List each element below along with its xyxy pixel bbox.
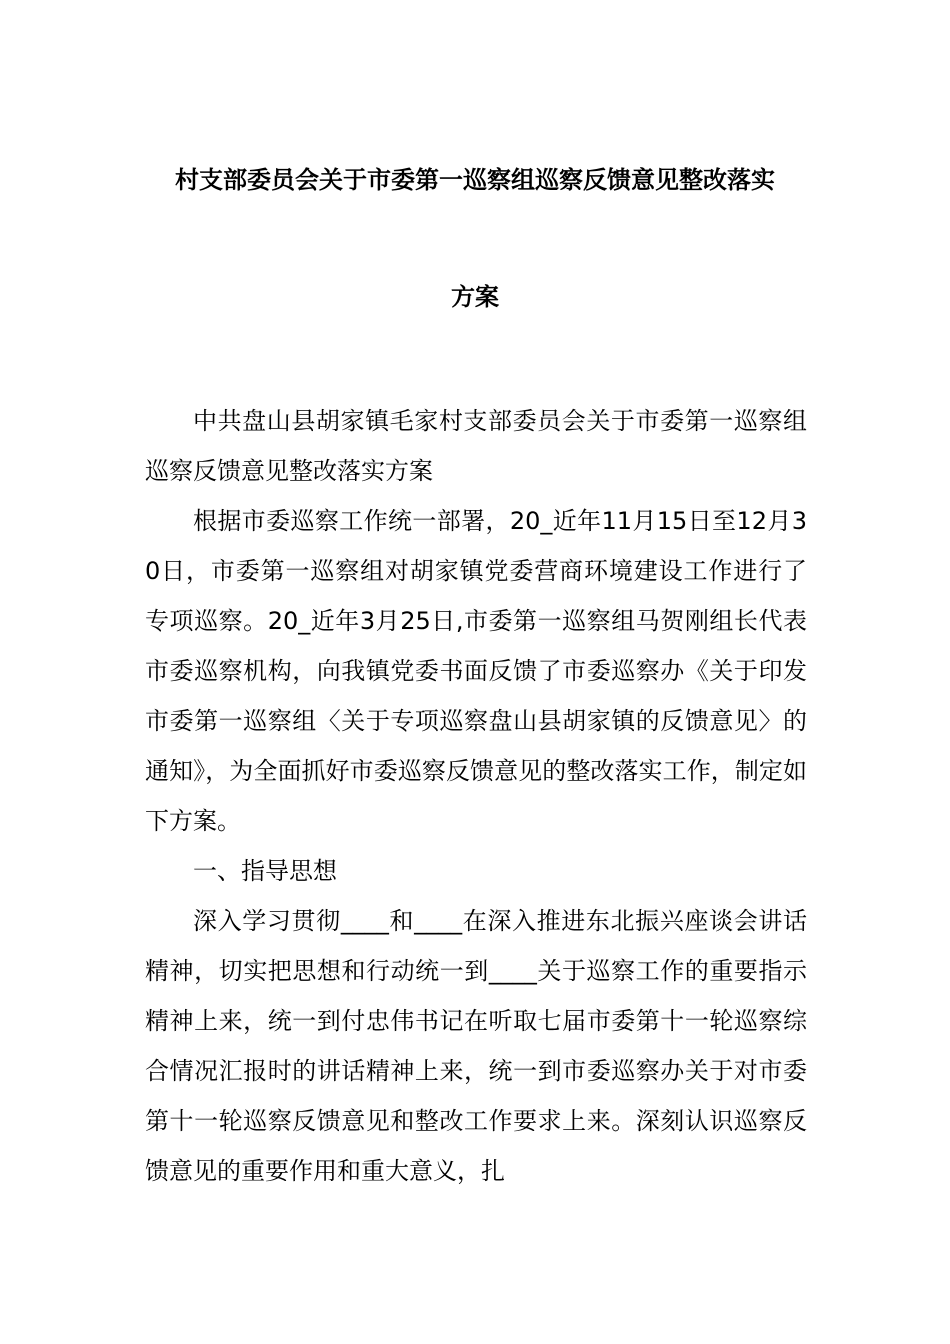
paragraph-heading-note: 中共盘山县胡家镇毛家村支部委员会关于市委第一巡察组巡察反馈意见整改落实方案	[145, 407, 807, 485]
paragraph-background: 根据市委巡察工作统一部署，20_近年11月15日至12月30日，市委第一巡察组对胡家镇党委营商环境建设工作进行了专项巡察。20_近年3月25日,市委第一巡察组马贺刚组长代表市委巡察机构，向我镇党委书面反馈了市委巡察办《关于印发市委第一巡察组〈关于专项巡察盘山县胡家镇的反馈意见〉的通知》，为全面抓好市委巡察反馈意见的整改落实工作，制定如下方案。	[145, 507, 807, 835]
section-heading-guiding-thought: 一、指导思想	[193, 857, 337, 885]
paragraph-guiding-thought: 深入学习贯彻____和____在深入推进东北振兴座谈会讲话精神，切实把思想和行动统一到____关于巡察工作的重要指示精神上来，统一到付忠伟书记在听取七届市委第十一轮巡察综合情况汇报时的讲话精神上来，统一到市委巡察办关于对市委第十一轮巡察反馈意见和整改工作要求上来。深刻认识巡察反馈意见的重要作用和重大意义，扎	[145, 907, 807, 1185]
document-title-line-1: 村支部委员会关于市委第一巡察组巡察反馈意见整改落实	[175, 166, 775, 194]
document-title-line-2: 方案	[451, 283, 499, 311]
document-body	[145, 396, 807, 1196]
